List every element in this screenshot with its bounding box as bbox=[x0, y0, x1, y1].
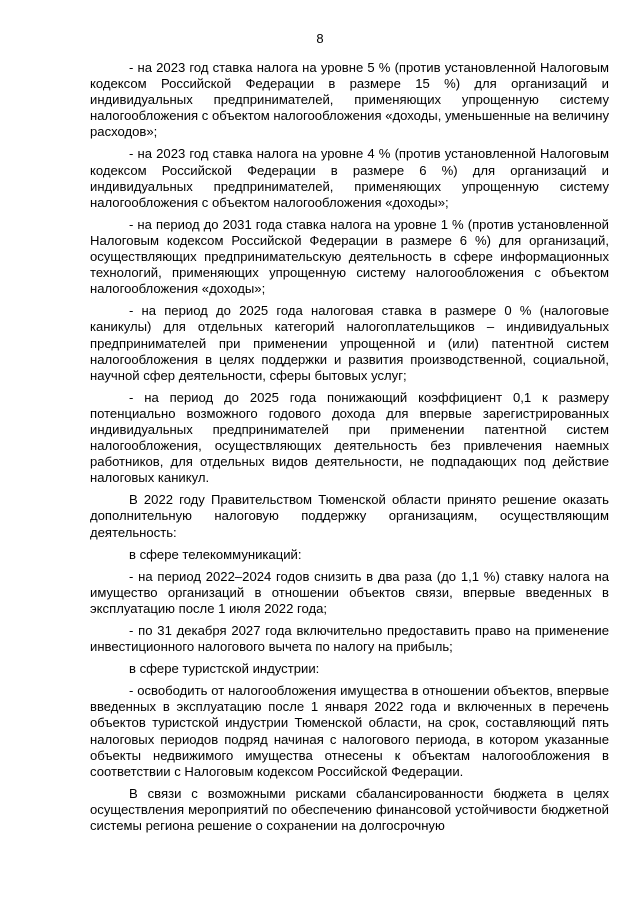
paragraph-tourism-property-exemption: - освободить от налогообложения имущества в отношении объектов, впервые введенных в эксплуатацию после 1 января 2022 года и включенных в перечень объектов туристской индустрии Тюменской области, на срок, составляющий пять налоговых периодов подряд начиная с налогового периода, в котором указанные объекты недвижимого имущества отнесены к объектам налогообложения в соответствии с Налоговым кодексом Российской Федерации. bbox=[90, 683, 609, 779]
paragraph-tax-rate-1-percent-it: - на период до 2031 года ставка налога на уровне 1 % (против установленной Налоговым кодексом Российской Федерации в размере 6 %) для организаций, осуществляющих предпринимательскую деятельность в сфере информационных технологий, применяющих упрощенную систему налогообложения с объектом налогообложения «доходы»; bbox=[90, 216, 609, 297]
paragraph-tax-rate-4-percent: - на 2023 год ставка налога на уровне 4 % (против установленной Налоговым кодексом Российской Федерации в размере 6 %) для организаций и индивидуальных предпринимателей, применяющих упрощенную систему налогообложения с объектом налогообложения «доходы»; bbox=[90, 146, 609, 210]
paragraph-government-decision-2022: В 2022 году Правительством Тюменской области принято решение оказать дополнительную налоговую поддержку организациям, осуществляющим деятельность: bbox=[90, 492, 609, 540]
paragraph-tax-rate-5-percent: - на 2023 год ставка налога на уровне 5 % (против установленной Налоговым кодексом Российской Федерации в размере 15 %) для организаций и индивидуальных предпринимателей, применяющих упрощенную систему налогообложения с объектом налогообложения «доходы, уменьшенные на величину расходов»; bbox=[90, 60, 609, 140]
paragraph-telecom-heading: в сфере телекоммуникаций: bbox=[129, 546, 302, 562]
page-number: 8 bbox=[316, 31, 324, 46]
paragraph-telecom-property-tax: - на период 2022–2024 годов снизить в два раза (до 1,1 %) ставку налога на имущество организаций в отношении объектов связи, впервые введенных в эксплуатацию после 1 июля 2022 года; bbox=[90, 568, 609, 616]
paragraph-budget-risks: В связи с возможными рисками сбалансированности бюджета в целях осуществления мероприятий по обеспечению финансовой устойчивости бюджетной системы региона решение о сохранении на долгосрочную bbox=[90, 785, 609, 834]
paragraph-tax-holidays: - на период до 2025 года налоговая ставка в размере 0 % (налоговые каникулы) для отдельных категорий налогоплательщиков – индивидуальных предпринимателей при применении упрощенной и (или) патентной систем налогообложения в целях поддержки и развития производственной, социальной, научной сфер деятельности, сферы бытовых услуг; bbox=[90, 303, 609, 383]
paragraph-telecom-investment-deduction: - по 31 декабря 2027 года включительно предоставить право на применение инвестиционного налогового вычета по налогу на прибыль; bbox=[90, 623, 609, 655]
document-body bbox=[90, 60, 609, 840]
paragraph-tourism-heading: в сфере туристской индустрии: bbox=[129, 661, 320, 677]
paragraph-reducing-coefficient: - на период до 2025 года понижающий коэффициент 0,1 к размеру потенциально возможного годового дохода для впервые зарегистрированных индивидуальных предпринимателей при применении патентной систем налогообложения, осуществляющих деятельность без привлечения наемных работников, для отдельных видов деятельности, не подпадающих под действие налоговых каникул. bbox=[90, 389, 609, 486]
